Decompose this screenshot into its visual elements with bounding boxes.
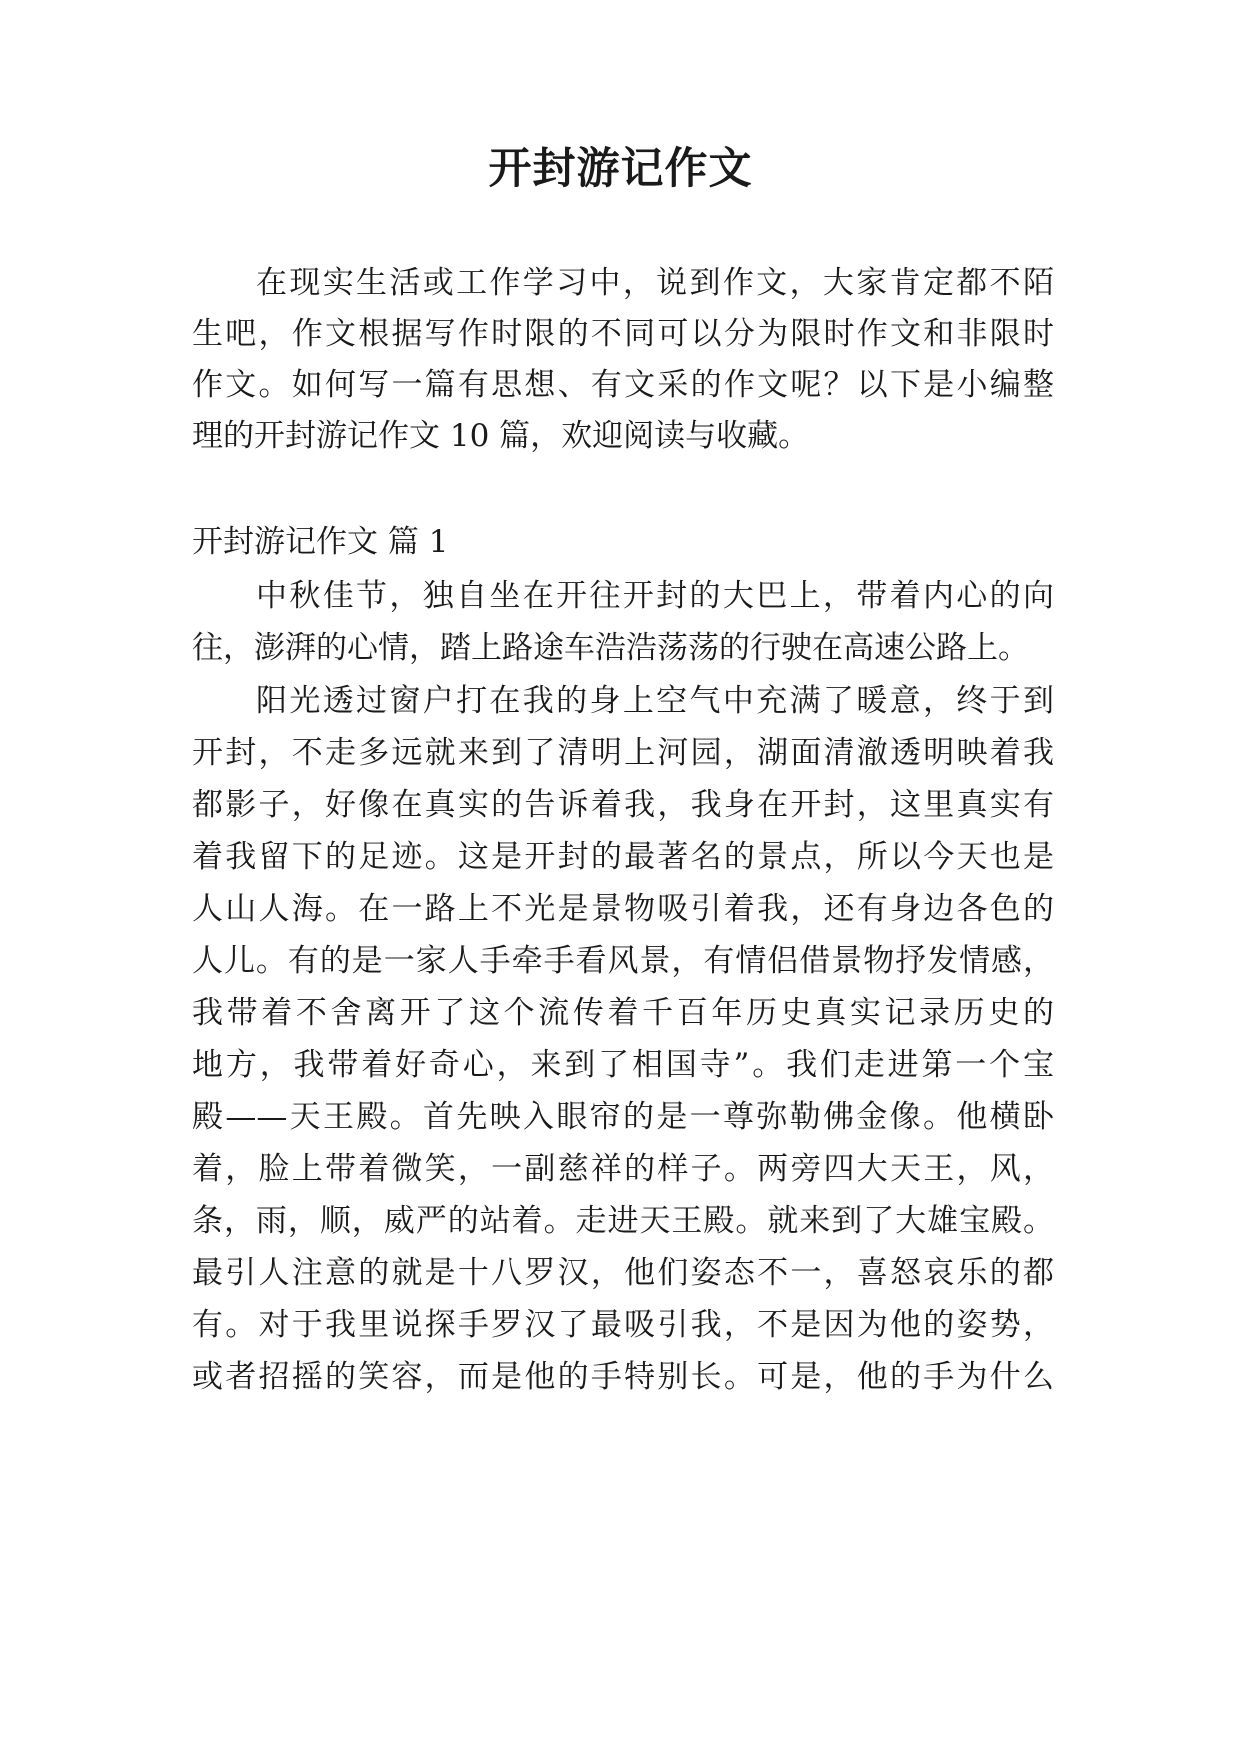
paragraph-line: 中秋佳节，独自坐在开往开封的大巴上，带着内心的向	[256, 578, 1054, 614]
paragraph-line: 有。对于我里说探手罗汉了最吸引我，不是因为他的姿势，	[192, 1307, 1054, 1343]
intro-line: 理的开封游记作文 10 篇，欢迎阅读与收藏。	[192, 418, 810, 454]
document-title: 开封游记作文	[488, 144, 753, 194]
paragraph-line: 条，雨，顺，威严的站着。走进天王殿。就来到了大雄宝殿。	[192, 1203, 1054, 1239]
paragraph-line: 着，脸上带着微笑，一副慈祥的样子。两旁四大天王，风，	[192, 1151, 1054, 1187]
paragraph-line: 往，澎湃的心情，踏上路途车浩浩荡荡的行驶在高速公路上。	[192, 630, 1029, 666]
intro-line: 作文。如何写一篇有思想、有文采的作文呢？以下是小编整	[192, 367, 1054, 403]
paragraph-line: 都影子，好像在真实的告诉着我，我身在开封，这里真实有	[192, 787, 1054, 823]
paragraph-line: 人山人海。在一路上不光是景物吸引着我，还有身边各色的	[192, 891, 1054, 927]
paragraph-line: 阳光透过窗户打在我的身上空气中充满了暖意，终于到	[256, 683, 1054, 719]
intro-line: 在现实生活或工作学习中，说到作文，大家肯定都不陌	[256, 265, 1054, 301]
paragraph-line: 开封，不走多远就来到了清明上河园，湖面清澈透明映着我	[192, 735, 1054, 771]
paragraph-line: 着我留下的足迹。这是开封的最著名的景点，所以今天也是	[192, 839, 1054, 875]
paragraph-line: 我带着不舍离开了这个流传着千百年历史真实记录历史的	[192, 995, 1054, 1031]
paragraph-line: 人儿。有的是一家人手牵手看风景，有情侣借景物抒发情感，	[192, 943, 1054, 979]
paragraph-line: 地方，我带着好奇心，来到了相国寺”。我们走进第一个宝	[192, 1047, 1054, 1083]
section-heading: 开封游记作文 篇 1	[192, 524, 449, 560]
paragraph-line: 殿——天王殿。首先映入眼帘的是一尊弥勒佛金像。他横卧	[192, 1099, 1054, 1135]
paragraph-line: 最引人注意的就是十八罗汉，他们姿态不一，喜怒哀乐的都	[192, 1255, 1054, 1291]
intro-line: 生吧，作文根据写作时限的不同可以分为限时作文和非限时	[192, 316, 1054, 352]
paragraph-line: 或者招摇的笑容，而是他的手特别长。可是，他的手为什么	[192, 1359, 1054, 1395]
